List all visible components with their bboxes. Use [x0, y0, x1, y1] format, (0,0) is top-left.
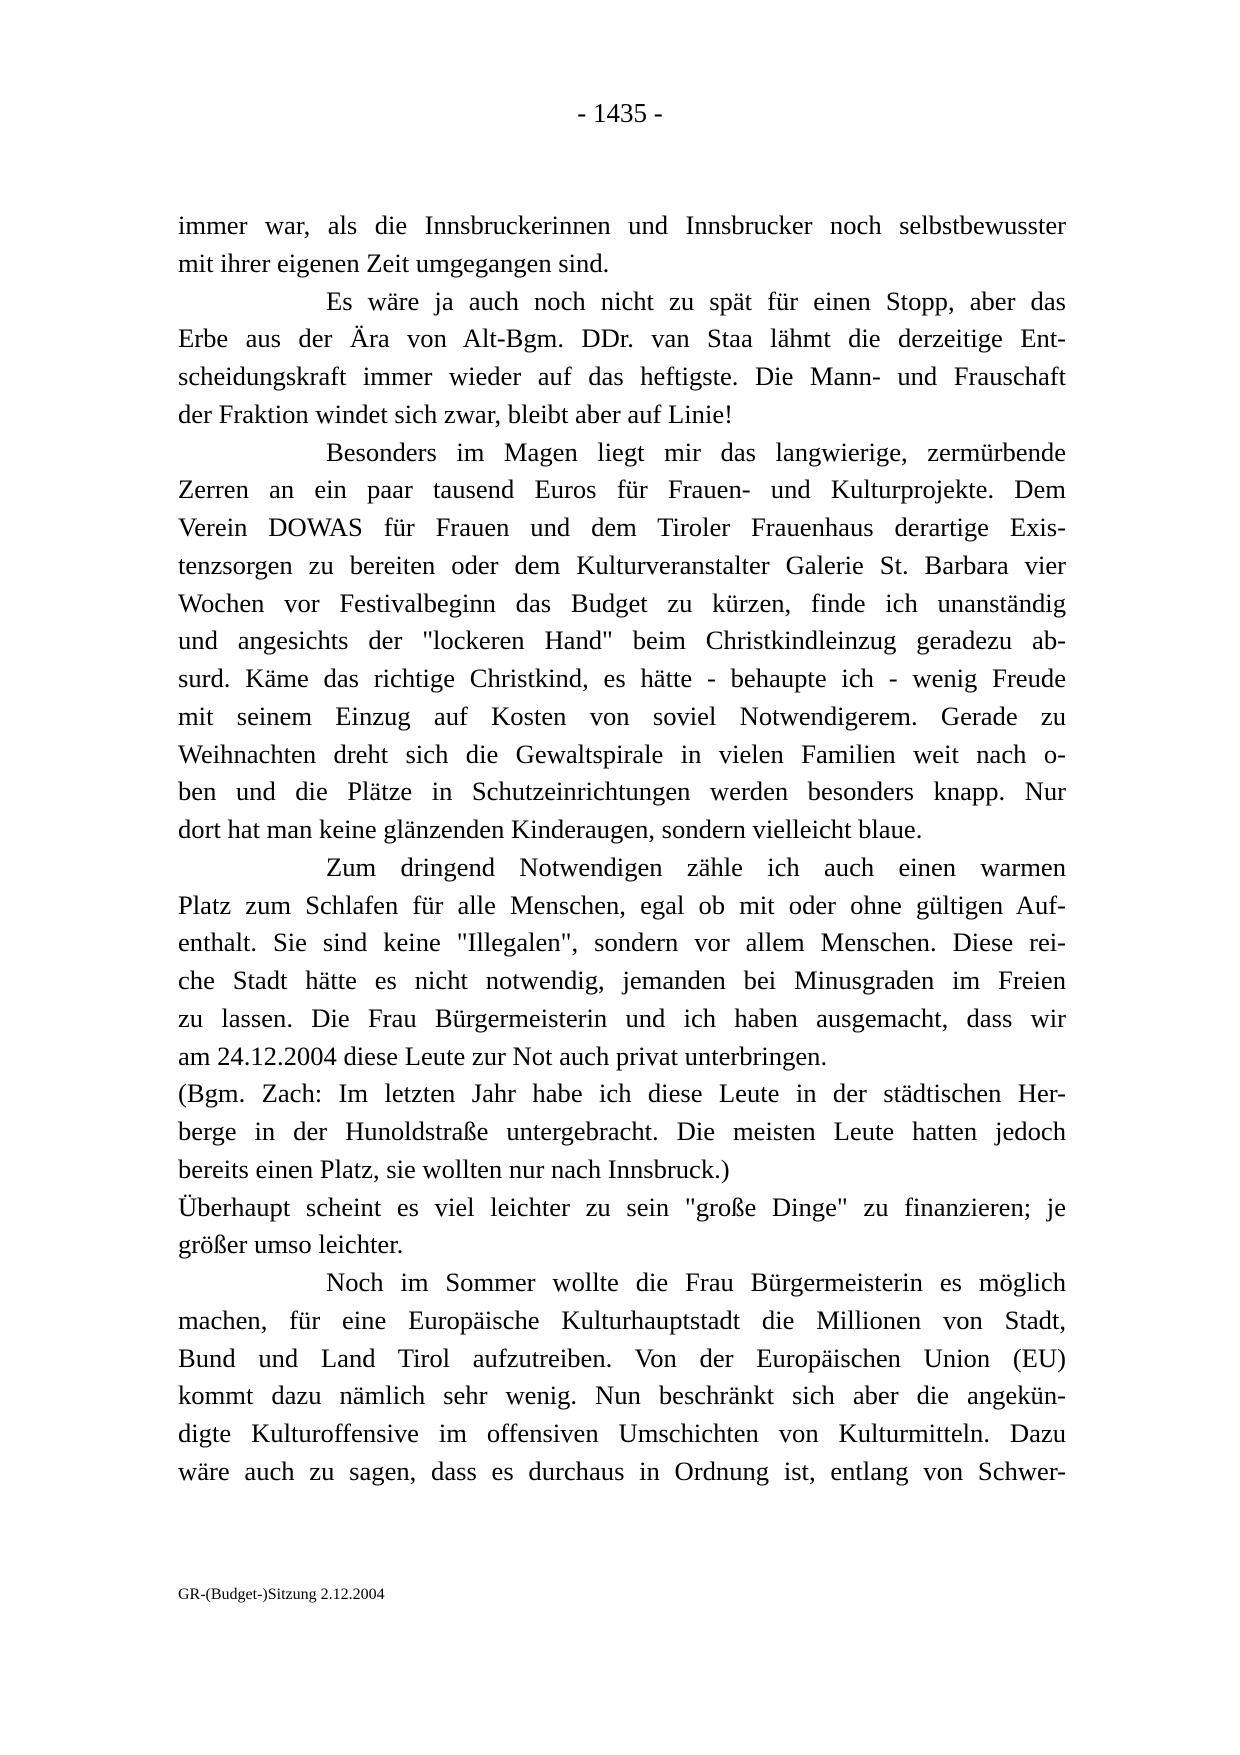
text-line: und angesichts der "lockeren Hand" beim Christkindleinzug geradezu ab-	[178, 625, 1066, 656]
text-line: tenzsorgen zu bereiten oder dem Kulturveranstalter Galerie St. Barbara vier	[178, 549, 1066, 580]
text-line: bereits einen Platz, sie wollten nur nach Innsbruck.)	[178, 1153, 730, 1184]
text-line: Verein DOWAS für Frauen und dem Tiroler Frauenhaus derartige Exis-	[178, 512, 1066, 542]
text-line: Überhaupt scheint es viel leichter zu sein "große Dinge" zu finanzieren; je	[178, 1191, 1066, 1222]
text-line: kommt dazu nämlich sehr wenig. Nun beschränkt sich aber die angekün-	[178, 1380, 1066, 1411]
text-line: Besonders im Magen liegt mir das langwierige, zermürbende	[326, 436, 1066, 467]
page-footer: GR-(Budget-)Sitzung 2.12.2004	[178, 1586, 385, 1603]
text-line: enthalt. Sie sind keine "Illegalen", sondern vor allem Menschen. Diese rei-	[178, 927, 1066, 958]
text-line: zu lassen. Die Frau Bürgermeisterin und ich haben ausgemacht, dass wir	[178, 1002, 1066, 1033]
text-line: Erbe aus der Ära von Alt-Bgm. DDr. van Staa lähmt die derzeitige Ent-	[178, 323, 1066, 354]
text-line: Weihnachten dreht sich die Gewaltspirale in vielen Familien weit nach o-	[178, 738, 1066, 769]
text-line: mit seinem Einzug auf Kosten von soviel Notwendigerem. Gerade zu	[178, 700, 1066, 731]
text-line: mit ihrer eigenen Zeit umgegangen sind.	[178, 247, 610, 278]
text-line: größer umso leichter.	[178, 1229, 404, 1260]
text-line: dort hat man keine glänzenden Kinderaugen, sondern vielleicht blaue.	[178, 814, 923, 844]
text-line: (Bgm. Zach: Im letzten Jahr habe ich diese Leute in der städtischen Her-	[178, 1078, 1066, 1109]
text-line: Es wäre ja auch noch nicht zu spät für einen Stopp, aber das	[326, 285, 1066, 316]
text-line: Bund und Land Tirol aufzutreiben. Von der Europäischen Union (EU)	[178, 1342, 1066, 1373]
text-line: digte Kulturoffensive im offensiven Umschichten von Kulturmitteln. Dazu	[178, 1418, 1066, 1448]
text-line: Zerren an ein paar tausend Euros für Frauen- und Kulturprojekte. Dem	[178, 474, 1066, 505]
text-line: am 24.12.2004 diese Leute zur Not auch privat unterbringen.	[178, 1040, 828, 1071]
text-line: berge in der Hunoldstraße untergebracht. Die meisten Leute hatten jedoch	[178, 1116, 1066, 1146]
text-line: Platz zum Schlafen für alle Menschen, egal ob mit oder ohne gültigen Auf-	[178, 889, 1066, 920]
text-line: der Fraktion windet sich zwar, bleibt aber auf Linie!	[178, 398, 733, 429]
body-text	[178, 207, 1066, 1491]
text-line: machen, für eine Europäische Kulturhauptstadt die Millionen von Stadt,	[178, 1304, 1066, 1335]
text-line: Wochen vor Festivalbeginn das Budget zu kürzen, finde ich unanständig	[178, 587, 1066, 618]
text-line: surd. Käme das richtige Christkind, es hätte - behaupte ich - wenig Freude	[178, 663, 1066, 693]
text-line: Zum dringend Notwendigen zähle ich auch einen warmen	[326, 851, 1066, 882]
text-line: che Stadt hätte es nicht notwendig, jemanden bei Minusgraden im Freien	[178, 965, 1066, 995]
text-line: wäre auch zu sagen, dass es durchaus in Ordnung ist, entlang von Schwer-	[178, 1455, 1066, 1486]
page-number: - 1435 -	[577, 98, 663, 128]
text-line: scheidungskraft immer wieder auf das heftigste. Die Mann- und Frauschaft	[178, 361, 1066, 391]
text-line: ben und die Plätze in Schutzeinrichtungen werden besonders knapp. Nur	[178, 776, 1066, 807]
text-line: Noch im Sommer wollte die Frau Bürgermeisterin es möglich	[326, 1267, 1066, 1297]
text-line: immer war, als die Innsbruckerinnen und Innsbrucker noch selbstbewusster	[178, 210, 1066, 240]
